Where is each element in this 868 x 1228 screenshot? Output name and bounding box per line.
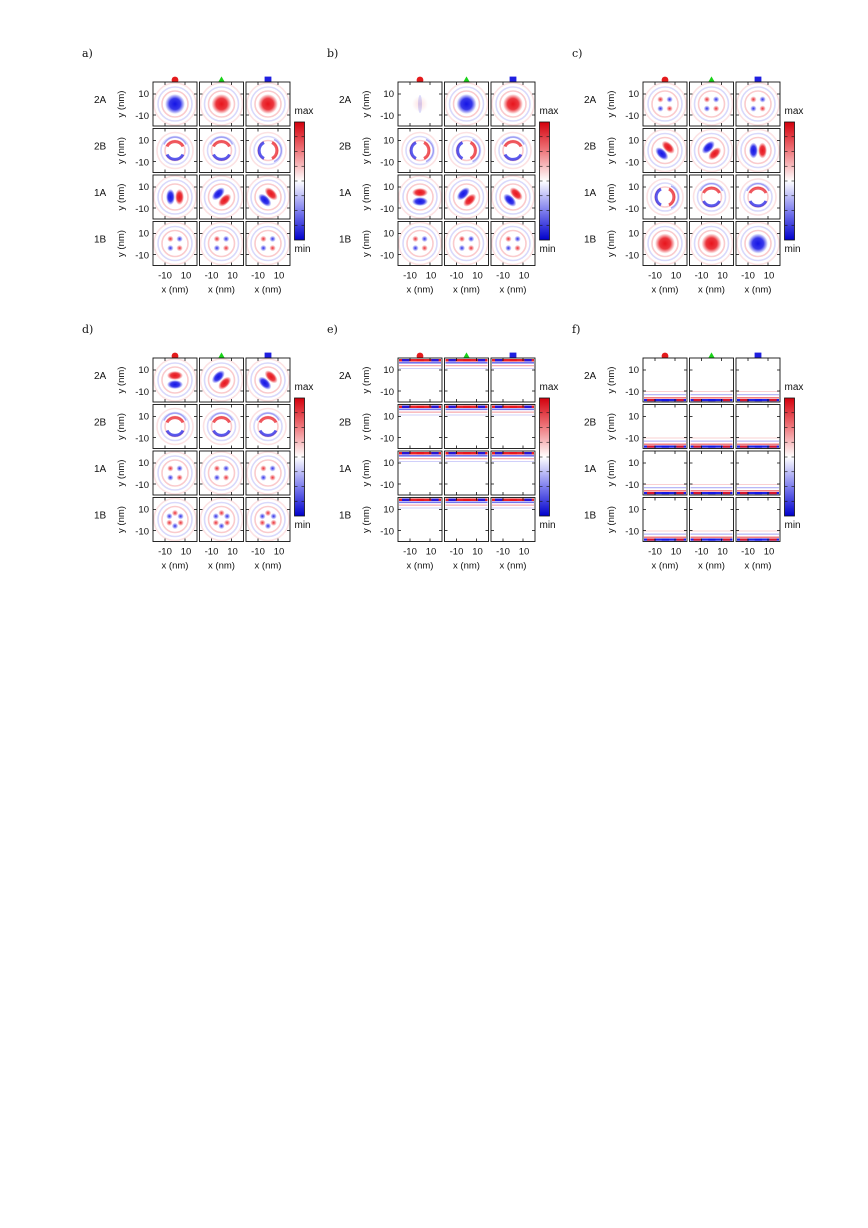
map-cell — [246, 451, 290, 495]
row-label: 2B — [339, 417, 352, 429]
map-cell — [200, 358, 244, 402]
panel-c — [572, 47, 803, 296]
panel-f — [572, 323, 803, 572]
y-axis-label: y (nm) — [606, 506, 617, 533]
map-cell — [690, 451, 734, 495]
map-cell — [153, 451, 197, 495]
row-label: 1A — [94, 464, 107, 475]
x-axis-label: x (nm) — [453, 284, 480, 296]
y-tick-label: 10 — [138, 89, 149, 100]
panel-a — [82, 47, 313, 296]
colorbar-min-label: min — [539, 244, 556, 255]
x-axis-label: x (nm) — [651, 284, 679, 296]
map-cell — [246, 498, 290, 542]
y-axis-label: y (nm) — [606, 183, 617, 211]
map-cell — [445, 175, 489, 219]
x-axis-label: x (nm) — [499, 284, 527, 296]
colorbar-max-label: max — [539, 382, 559, 393]
y-tick-label: 10 — [138, 458, 149, 469]
map-cell — [246, 82, 290, 126]
map-cell — [445, 498, 489, 542]
map-cell — [643, 129, 687, 173]
y-axis-label: y (nm) — [361, 90, 372, 118]
map-cell — [246, 358, 290, 402]
y-tick-label: 10 — [138, 504, 149, 516]
y-tick-label: 10 — [383, 135, 394, 147]
y-axis-label: y (nm) — [606, 90, 617, 118]
y-tick-label: 10 — [628, 458, 639, 469]
map-cell — [643, 175, 687, 219]
map-cell — [246, 175, 290, 219]
y-tick-label: -10 — [380, 526, 394, 538]
y-tick-label: -10 — [380, 204, 394, 215]
y-tick-label: -10 — [380, 157, 394, 169]
map-cell — [491, 222, 535, 266]
map-cell — [200, 222, 244, 266]
y-axis-label: y (nm) — [361, 506, 372, 533]
y-axis-label: y (nm) — [116, 137, 127, 164]
row-label: 1B — [94, 234, 107, 246]
x-tick-label: -10 — [648, 546, 662, 558]
map-cell — [445, 405, 489, 449]
y-tick-label: 10 — [383, 182, 394, 193]
map-cell — [445, 129, 489, 173]
map-cell — [445, 222, 489, 266]
row-label: 2A — [584, 95, 597, 106]
panel-label: d) — [82, 323, 94, 336]
x-tick-label: 10 — [227, 546, 238, 558]
colorbar-min-label: min — [784, 520, 801, 531]
y-tick-label: -10 — [380, 433, 394, 445]
x-tick-label: 10 — [518, 546, 530, 558]
colorbar-max-label: max — [784, 106, 804, 117]
map-cell — [153, 175, 197, 219]
x-axis-label: x (nm) — [161, 284, 189, 296]
colorbar-min-label: min — [784, 244, 801, 255]
row-label: 2B — [94, 417, 107, 429]
y-tick-label: 10 — [138, 228, 149, 240]
y-axis-label: y (nm) — [116, 183, 127, 211]
x-tick-label: -10 — [251, 270, 265, 282]
map-cell — [200, 129, 244, 173]
y-tick-label: 10 — [383, 89, 394, 100]
y-axis-label: y (nm) — [361, 413, 372, 440]
y-tick-label: 10 — [628, 89, 639, 100]
x-tick-label: 10 — [227, 270, 238, 282]
y-axis-label: y (nm) — [361, 366, 372, 394]
y-tick-label: 10 — [628, 411, 639, 423]
row-label: 1A — [339, 188, 352, 199]
map-cell — [690, 498, 734, 542]
y-tick-label: -10 — [625, 433, 639, 445]
x-axis-label: x (nm) — [254, 284, 282, 296]
x-tick-label: -10 — [648, 270, 662, 282]
map-cell — [445, 451, 489, 495]
colorbar-max-label: max — [539, 106, 559, 117]
map-cell — [246, 222, 290, 266]
map-cell — [643, 405, 687, 449]
y-tick-label: 10 — [628, 135, 639, 147]
x-tick-label: -10 — [158, 546, 172, 558]
map-cell — [246, 405, 290, 449]
map-cell — [398, 222, 442, 266]
y-tick-label: -10 — [380, 250, 394, 262]
row-label: 2A — [94, 371, 107, 382]
map-cell — [690, 405, 734, 449]
y-tick-label: -10 — [625, 250, 639, 262]
x-tick-label: 10 — [472, 546, 483, 558]
row-label: 2B — [584, 141, 597, 153]
y-axis-label: y (nm) — [116, 366, 127, 394]
x-tick-label: -10 — [449, 270, 464, 282]
x-tick-label: 10 — [763, 546, 775, 558]
y-tick-label: -10 — [625, 526, 639, 538]
x-axis-label: x (nm) — [406, 284, 434, 296]
map-cell — [491, 175, 535, 219]
map-cell — [200, 82, 244, 126]
panel-label: a) — [82, 47, 93, 60]
x-tick-label: 10 — [763, 270, 775, 282]
colorbar-max-label: max — [294, 106, 314, 117]
map-cell — [153, 82, 197, 126]
y-axis-label: y (nm) — [116, 506, 127, 533]
map-cell — [153, 498, 197, 542]
panel-label: b) — [327, 47, 339, 60]
map-cell — [445, 358, 489, 402]
panel-label: f) — [572, 323, 581, 336]
map-cell — [200, 498, 244, 542]
y-axis-label: y (nm) — [361, 183, 372, 211]
map-cell — [200, 175, 244, 219]
map-cell — [153, 222, 197, 266]
x-tick-label: -10 — [496, 546, 510, 558]
map-cell — [643, 451, 687, 495]
x-tick-label: 10 — [717, 270, 728, 282]
x-axis-label: x (nm) — [499, 560, 527, 572]
y-axis-label: y (nm) — [606, 413, 617, 440]
y-tick-label: -10 — [135, 433, 149, 445]
x-axis-label: x (nm) — [453, 560, 480, 572]
colorbar-min-label: min — [539, 520, 556, 531]
y-tick-label: -10 — [135, 157, 149, 169]
y-tick-label: 10 — [628, 365, 639, 376]
y-tick-label: 10 — [628, 504, 639, 516]
y-tick-label: -10 — [135, 526, 149, 538]
map-cell — [736, 82, 780, 126]
x-axis-label: x (nm) — [208, 284, 235, 296]
row-label: 1A — [94, 188, 107, 199]
map-cell — [690, 129, 734, 173]
y-tick-label: -10 — [625, 387, 639, 398]
colorbar-max-label: max — [294, 382, 314, 393]
x-axis-label: x (nm) — [406, 560, 434, 572]
map-cell — [643, 358, 687, 402]
y-axis-label: y (nm) — [606, 366, 617, 394]
y-tick-label: 10 — [138, 182, 149, 193]
y-tick-label: -10 — [135, 250, 149, 262]
map-cell — [153, 129, 197, 173]
colorbar-max-label: max — [784, 382, 804, 393]
y-tick-label: 10 — [138, 411, 149, 423]
map-cell — [491, 451, 535, 495]
colorbar-min-label: min — [294, 520, 311, 531]
x-tick-label: 10 — [425, 270, 437, 282]
map-cell — [736, 358, 780, 402]
y-tick-label: 10 — [383, 411, 394, 423]
map-cell — [398, 82, 442, 126]
map-cell — [491, 82, 535, 126]
row-label: 1B — [339, 234, 352, 246]
x-tick-label: 10 — [425, 546, 437, 558]
map-cell — [200, 405, 244, 449]
panel-b — [327, 47, 558, 296]
y-axis-label: y (nm) — [606, 459, 617, 487]
row-label: 1B — [339, 510, 352, 522]
y-axis-label: y (nm) — [606, 137, 617, 164]
x-tick-label: 10 — [670, 546, 682, 558]
x-tick-label: -10 — [694, 546, 709, 558]
x-tick-label: -10 — [251, 546, 265, 558]
y-tick-label: 10 — [383, 365, 394, 376]
map-cell — [736, 175, 780, 219]
map-cell — [445, 82, 489, 126]
map-cell — [643, 498, 687, 542]
y-tick-label: -10 — [135, 111, 149, 122]
x-axis-label: x (nm) — [208, 560, 235, 572]
x-tick-label: 10 — [472, 270, 483, 282]
y-axis-label: y (nm) — [361, 230, 372, 257]
y-axis-label: y (nm) — [361, 137, 372, 164]
y-tick-label: 10 — [138, 135, 149, 147]
x-tick-label: -10 — [694, 270, 709, 282]
y-tick-label: -10 — [380, 480, 394, 491]
x-tick-label: -10 — [741, 546, 755, 558]
y-tick-label: -10 — [135, 480, 149, 491]
map-cell — [246, 129, 290, 173]
y-tick-label: 10 — [383, 458, 394, 469]
map-cell — [153, 405, 197, 449]
row-label: 1B — [94, 510, 107, 522]
y-tick-label: -10 — [625, 480, 639, 491]
x-tick-label: -10 — [158, 270, 172, 282]
x-tick-label: 10 — [180, 546, 192, 558]
map-cell — [690, 358, 734, 402]
x-tick-label: 10 — [180, 270, 192, 282]
x-tick-label: -10 — [204, 546, 219, 558]
row-label: 2A — [584, 371, 597, 382]
row-label: 2A — [339, 371, 352, 382]
row-label: 1B — [584, 234, 597, 246]
x-axis-label: x (nm) — [161, 560, 189, 572]
y-tick-label: 10 — [383, 228, 394, 240]
y-tick-label: -10 — [135, 204, 149, 215]
row-label: 1A — [339, 464, 352, 475]
colorbar-min-label: min — [294, 244, 311, 255]
map-cell — [200, 451, 244, 495]
y-tick-label: -10 — [625, 111, 639, 122]
x-tick-label: -10 — [496, 270, 510, 282]
x-tick-label: 10 — [717, 546, 728, 558]
x-tick-label: -10 — [403, 270, 417, 282]
map-cell — [736, 222, 780, 266]
map-cell — [643, 82, 687, 126]
map-cell — [491, 129, 535, 173]
x-axis-label: x (nm) — [698, 284, 725, 296]
x-axis-label: x (nm) — [651, 560, 679, 572]
map-cell — [643, 222, 687, 266]
row-label: 1B — [584, 510, 597, 522]
x-tick-label: 10 — [273, 546, 285, 558]
x-axis-label: x (nm) — [254, 560, 282, 572]
x-tick-label: 10 — [670, 270, 682, 282]
panel-label: e) — [327, 323, 338, 336]
y-tick-label: -10 — [625, 157, 639, 169]
panel-label: c) — [572, 47, 583, 60]
map-cell — [690, 175, 734, 219]
y-axis-label: y (nm) — [116, 90, 127, 118]
row-label: 2A — [94, 95, 107, 106]
y-axis-label: y (nm) — [116, 413, 127, 440]
map-cell — [398, 358, 442, 402]
y-tick-label: -10 — [135, 387, 149, 398]
map-cell — [398, 129, 442, 173]
map-cell — [736, 451, 780, 495]
y-tick-label: 10 — [138, 365, 149, 376]
map-cell — [491, 358, 535, 402]
x-tick-label: -10 — [204, 270, 219, 282]
map-cell — [736, 498, 780, 542]
row-label: 2B — [584, 417, 597, 429]
y-tick-label: -10 — [625, 204, 639, 215]
row-label: 2B — [339, 141, 352, 153]
x-tick-label: -10 — [449, 546, 464, 558]
map-cell — [690, 82, 734, 126]
map-cell — [398, 498, 442, 542]
map-cell — [736, 405, 780, 449]
x-tick-label: 10 — [273, 270, 285, 282]
x-tick-label: -10 — [403, 546, 417, 558]
y-axis-label: y (nm) — [116, 459, 127, 487]
map-cell — [736, 129, 780, 173]
y-tick-label: -10 — [380, 387, 394, 398]
y-tick-label: 10 — [628, 182, 639, 193]
map-cell — [153, 358, 197, 402]
y-axis-label: y (nm) — [361, 459, 372, 487]
row-label: 2A — [339, 95, 352, 106]
y-axis-label: y (nm) — [116, 230, 127, 257]
map-cell — [491, 498, 535, 542]
map-cell — [398, 405, 442, 449]
map-cell — [398, 451, 442, 495]
map-cell — [491, 405, 535, 449]
map-cell — [690, 222, 734, 266]
x-axis-label: x (nm) — [744, 284, 772, 296]
row-label: 1A — [584, 188, 597, 199]
y-axis-label: y (nm) — [606, 230, 617, 257]
x-tick-label: 10 — [518, 270, 530, 282]
x-axis-label: x (nm) — [698, 560, 725, 572]
y-tick-label: 10 — [628, 228, 639, 240]
row-label: 1A — [584, 464, 597, 475]
map-cell — [398, 175, 442, 219]
panel-e — [327, 323, 558, 572]
y-tick-label: -10 — [380, 111, 394, 122]
panel-d — [82, 323, 313, 572]
y-tick-label: 10 — [383, 504, 394, 516]
row-label: 2B — [94, 141, 107, 153]
x-axis-label: x (nm) — [744, 560, 772, 572]
x-tick-label: -10 — [741, 270, 755, 282]
